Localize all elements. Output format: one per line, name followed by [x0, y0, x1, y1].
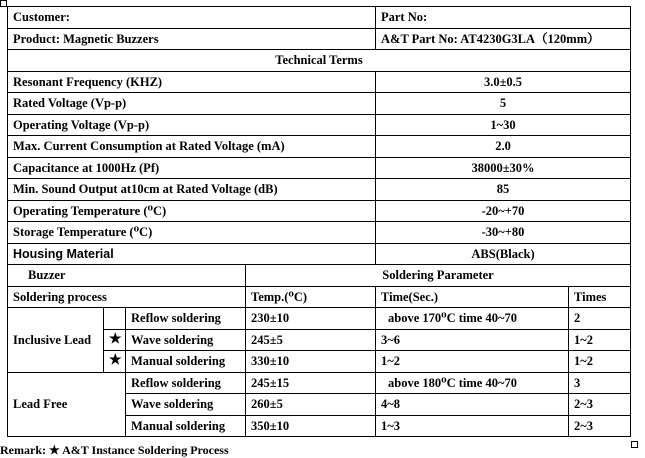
term-label: Storage Temperature (⁰C)	[8, 222, 376, 244]
term-row	[8, 243, 631, 265]
term-row	[8, 71, 631, 93]
soldering-process-label: Soldering process	[8, 286, 246, 308]
term-value: -30~+80	[376, 222, 631, 244]
soldering-time: 1~3	[376, 415, 569, 437]
soldering-time: 4~8	[376, 394, 569, 416]
group-lead-free: Lead Free	[8, 372, 126, 437]
soldering-method: Manual soldering	[126, 415, 246, 437]
term-row	[8, 222, 631, 244]
section-title-row	[8, 50, 631, 72]
term-row	[8, 136, 631, 158]
soldering-method: Manual soldering	[126, 351, 246, 373]
term-value: 1~30	[376, 114, 631, 136]
remark-note: Remark: ★ A&T Instance Soldering Process	[0, 443, 229, 457]
group-inclusive-lead: Inclusive Lead	[8, 308, 104, 373]
soldering-time: above 180⁰C time 40~70	[376, 372, 569, 394]
product-label: Product: Magnetic Buzzers	[8, 28, 376, 50]
soldering-times: 3	[569, 372, 631, 394]
term-label: Min. Sound Output at10cm at Rated Voltage (dB)	[8, 179, 376, 201]
soldering-method: Wave soldering	[126, 329, 246, 351]
soldering-temp: 245±15	[246, 372, 376, 394]
soldering-row	[8, 308, 631, 330]
term-label: Operating Temperature (⁰C)	[8, 200, 376, 222]
term-label: Resonant Frequency (KHZ)	[8, 71, 376, 93]
soldering-time: 1~2	[376, 351, 569, 373]
soldering-method: Reflow soldering	[126, 372, 246, 394]
soldering-temp: 245±5	[246, 329, 376, 351]
term-value: 5	[376, 93, 631, 115]
term-label: Housing Material	[8, 243, 376, 265]
term-row	[8, 157, 631, 179]
part-no-label: Part No:	[376, 7, 631, 29]
soldering-times: 1~2	[569, 351, 631, 373]
buzzer-label: Buzzer	[8, 265, 246, 287]
header-row-2	[8, 28, 631, 50]
times-column-header: Times	[569, 286, 631, 308]
term-value: 38000±30%	[376, 157, 631, 179]
term-value: 3.0±0.5	[376, 71, 631, 93]
soldering-time: 3~6	[376, 329, 569, 351]
table-corner-marker	[631, 441, 638, 448]
header-row-1	[8, 7, 631, 29]
soldering-method: Wave soldering	[126, 394, 246, 416]
section-title: Technical Terms	[8, 50, 631, 72]
time-column-header: Time(Sec.)	[376, 286, 569, 308]
star-icon: ★	[104, 329, 126, 351]
temp-column-header: Temp.(⁰C)	[246, 286, 376, 308]
term-row	[8, 179, 631, 201]
table-anchor-marker	[0, 0, 7, 7]
soldering-header-row-2	[8, 286, 631, 308]
spec-table	[7, 6, 631, 437]
soldering-method: Reflow soldering	[126, 308, 246, 330]
soldering-times: 1~2	[569, 329, 631, 351]
soldering-times: 2~3	[569, 415, 631, 437]
soldering-temp: 260±5	[246, 394, 376, 416]
soldering-time: above 170⁰C time 40~70	[376, 308, 569, 330]
mark-cell	[104, 308, 126, 330]
customer-label: Customer:	[8, 7, 376, 29]
term-label: Operating Voltage (Vp-p)	[8, 114, 376, 136]
term-row	[8, 200, 631, 222]
term-label: Capacitance at 1000Hz (Pf)	[8, 157, 376, 179]
soldering-times: 2	[569, 308, 631, 330]
soldering-parameter-label: Soldering Parameter	[246, 265, 631, 287]
term-value: ABS(Black)	[376, 243, 631, 265]
term-value: 85	[376, 179, 631, 201]
soldering-header-row-1	[8, 265, 631, 287]
term-label: Rated Voltage (Vp-p)	[8, 93, 376, 115]
term-value: 2.0	[376, 136, 631, 158]
soldering-temp: 230±10	[246, 308, 376, 330]
term-row	[8, 114, 631, 136]
soldering-row	[8, 372, 631, 394]
star-icon: ★	[104, 351, 126, 373]
term-value: -20~+70	[376, 200, 631, 222]
soldering-temp: 330±10	[246, 351, 376, 373]
soldering-temp: 350±10	[246, 415, 376, 437]
term-label: Max. Current Consumption at Rated Voltage (mA)	[8, 136, 376, 158]
term-row	[8, 93, 631, 115]
soldering-times: 2~3	[569, 394, 631, 416]
at-part-no-label: A&T Part No: AT4230G3LA（120mm）	[376, 28, 631, 50]
